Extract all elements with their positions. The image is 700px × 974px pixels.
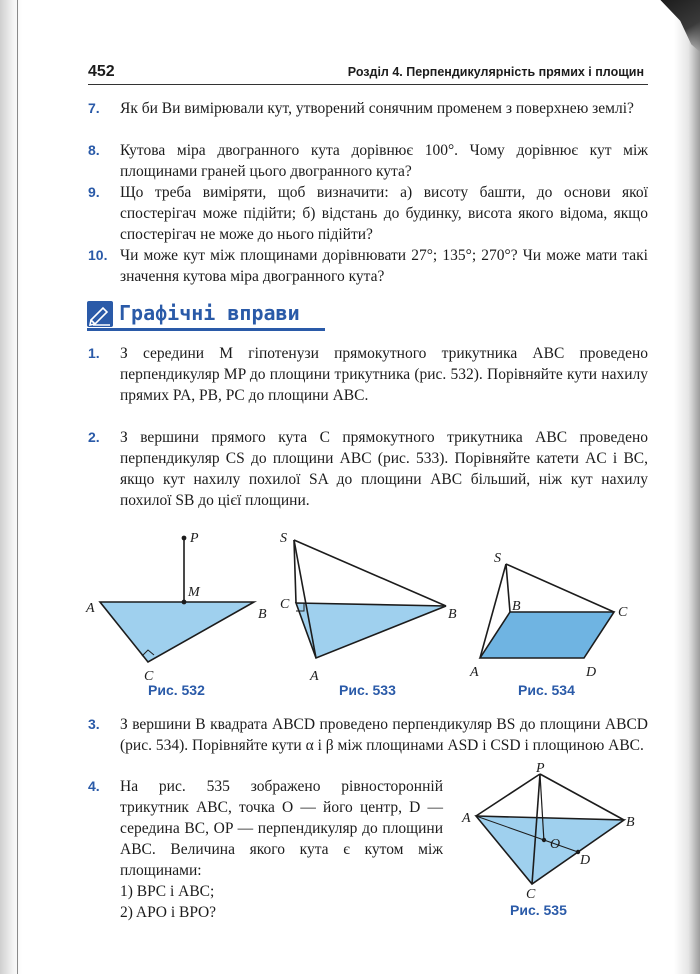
- exercise-number: 1.: [88, 345, 100, 361]
- label-a: A: [470, 665, 479, 680]
- label-s: S: [494, 551, 501, 566]
- label-o: O: [550, 837, 561, 852]
- point-m: [182, 600, 187, 605]
- question-text: Кутова міра двогранного кута дорівнює 100°. Чому дорівнює кут між площинами граней цього двогранного кута?: [120, 142, 648, 180]
- label-p: P: [536, 761, 545, 776]
- exercise-text: З вершини прямого кута C прямокутного трикутника ABC проведено перпендикуляр CS до площини ABC (рис. 533). Порівняйте катети AC і BC, якщо кут нахилу похилої SA до площини ABC більший, ніж кут нахилу похилої SB до цієї площини.: [120, 429, 648, 509]
- question-9: [88, 182, 648, 245]
- exercise-3: [88, 714, 648, 756]
- label-c: C: [618, 605, 628, 620]
- triangle-abc: [296, 603, 446, 658]
- edge-sb: [294, 540, 446, 606]
- square-abcd: [480, 612, 614, 658]
- exercise-item: 1) BPC і ABC;: [120, 883, 215, 900]
- label-c: C: [144, 669, 154, 684]
- exercise-2: [88, 427, 648, 511]
- edge-sa: [294, 540, 316, 658]
- label-d: D: [580, 853, 591, 868]
- edge-sb: [506, 564, 510, 612]
- figure-532: [82, 528, 282, 698]
- page-number: 452: [88, 63, 115, 80]
- figure-534: [466, 550, 646, 700]
- label-c: C: [280, 597, 290, 612]
- section-title: Графічні вправи: [119, 301, 300, 325]
- exercise-number: 4.: [88, 778, 100, 794]
- binding-line: [17, 0, 18, 974]
- label-b: B: [512, 599, 521, 614]
- label-b: B: [626, 815, 635, 830]
- question-text: Що треба виміряти, щоб визначити: а) висоту башти, до основи якої спостерігач може підійти; б) відстань до будинку, висота якого відома, якщо спостерігач не може до нього підійти?: [120, 184, 648, 243]
- label-s: S: [280, 531, 287, 546]
- exercise-item: 2) APO і BPO?: [120, 904, 217, 921]
- section-underline: [87, 328, 325, 331]
- edge-pa: [476, 774, 540, 816]
- question-number: 7.: [88, 100, 100, 116]
- question-text: Чи може кут між площинами дорівнювати 27°; 135°; 270°? Чи може мати такі значення кутова міра двогранного кута?: [120, 247, 648, 285]
- figure-caption: Рис. 533: [339, 682, 396, 698]
- point-o: [542, 838, 546, 842]
- edge-pb: [540, 774, 624, 820]
- label-a: A: [462, 811, 471, 826]
- point-p: [182, 536, 187, 541]
- label-b: B: [448, 607, 457, 622]
- label-a: A: [310, 669, 319, 684]
- exercise-text: На рис. 535 зображено рівносторонній трикутник ABC, точка O — його центр, D — середина BC, OP — перпендикуляр до площини ABC. Величина якого кута є кутом між площинами:: [120, 778, 443, 879]
- running-title: Розділ 4. Перпендикулярність прямих і площин: [347, 65, 644, 79]
- page-edge-shadow: [674, 0, 700, 974]
- question-number: 9.: [88, 184, 100, 200]
- label-d: D: [586, 665, 597, 680]
- figure-caption: Рис. 534: [518, 682, 575, 698]
- label-p: P: [190, 531, 199, 546]
- question-number: 10.: [88, 247, 108, 263]
- book-binding: [0, 0, 22, 974]
- pencil-icon: [87, 301, 113, 327]
- question-7: [88, 98, 648, 119]
- question-8: [88, 140, 648, 182]
- section-header: [87, 299, 327, 331]
- exercise-text: З середини M гіпотенузи прямокутного трикутника ABC проведено перпендикуляр MP до площини трикутника (рис. 532). Порівняйте кути нахилу прямих PA, PB, PC до площини ABC.: [120, 345, 648, 404]
- figure-535: [460, 760, 648, 920]
- question-10: [88, 245, 648, 287]
- triangle-abc: [100, 602, 254, 662]
- label-c: C: [526, 887, 536, 900]
- question-number: 8.: [88, 142, 100, 158]
- exercise-text: З вершини B квадрата ABCD проведено перпендикуляр BS до площини ABCD (рис. 534). Порівняйте кути α і β між площинами ASD і CSD і площиною ABC.: [120, 716, 648, 754]
- figure-caption: Рис. 535: [510, 902, 567, 918]
- exercise-number: 3.: [88, 716, 100, 732]
- edge-sc: [506, 564, 614, 612]
- label-b: B: [258, 607, 267, 622]
- exercise-4: [88, 776, 443, 923]
- label-a: A: [86, 601, 95, 616]
- label-m: M: [188, 585, 200, 600]
- page-header: [88, 63, 648, 85]
- exercise-1: [88, 343, 648, 406]
- figure-caption: Рис. 532: [148, 682, 205, 698]
- exercise-number: 2.: [88, 429, 100, 445]
- question-text: Як би Ви вимірювали кут, утворений сонячним променем з поверхнею землі?: [120, 100, 634, 117]
- figure-533: [276, 528, 466, 698]
